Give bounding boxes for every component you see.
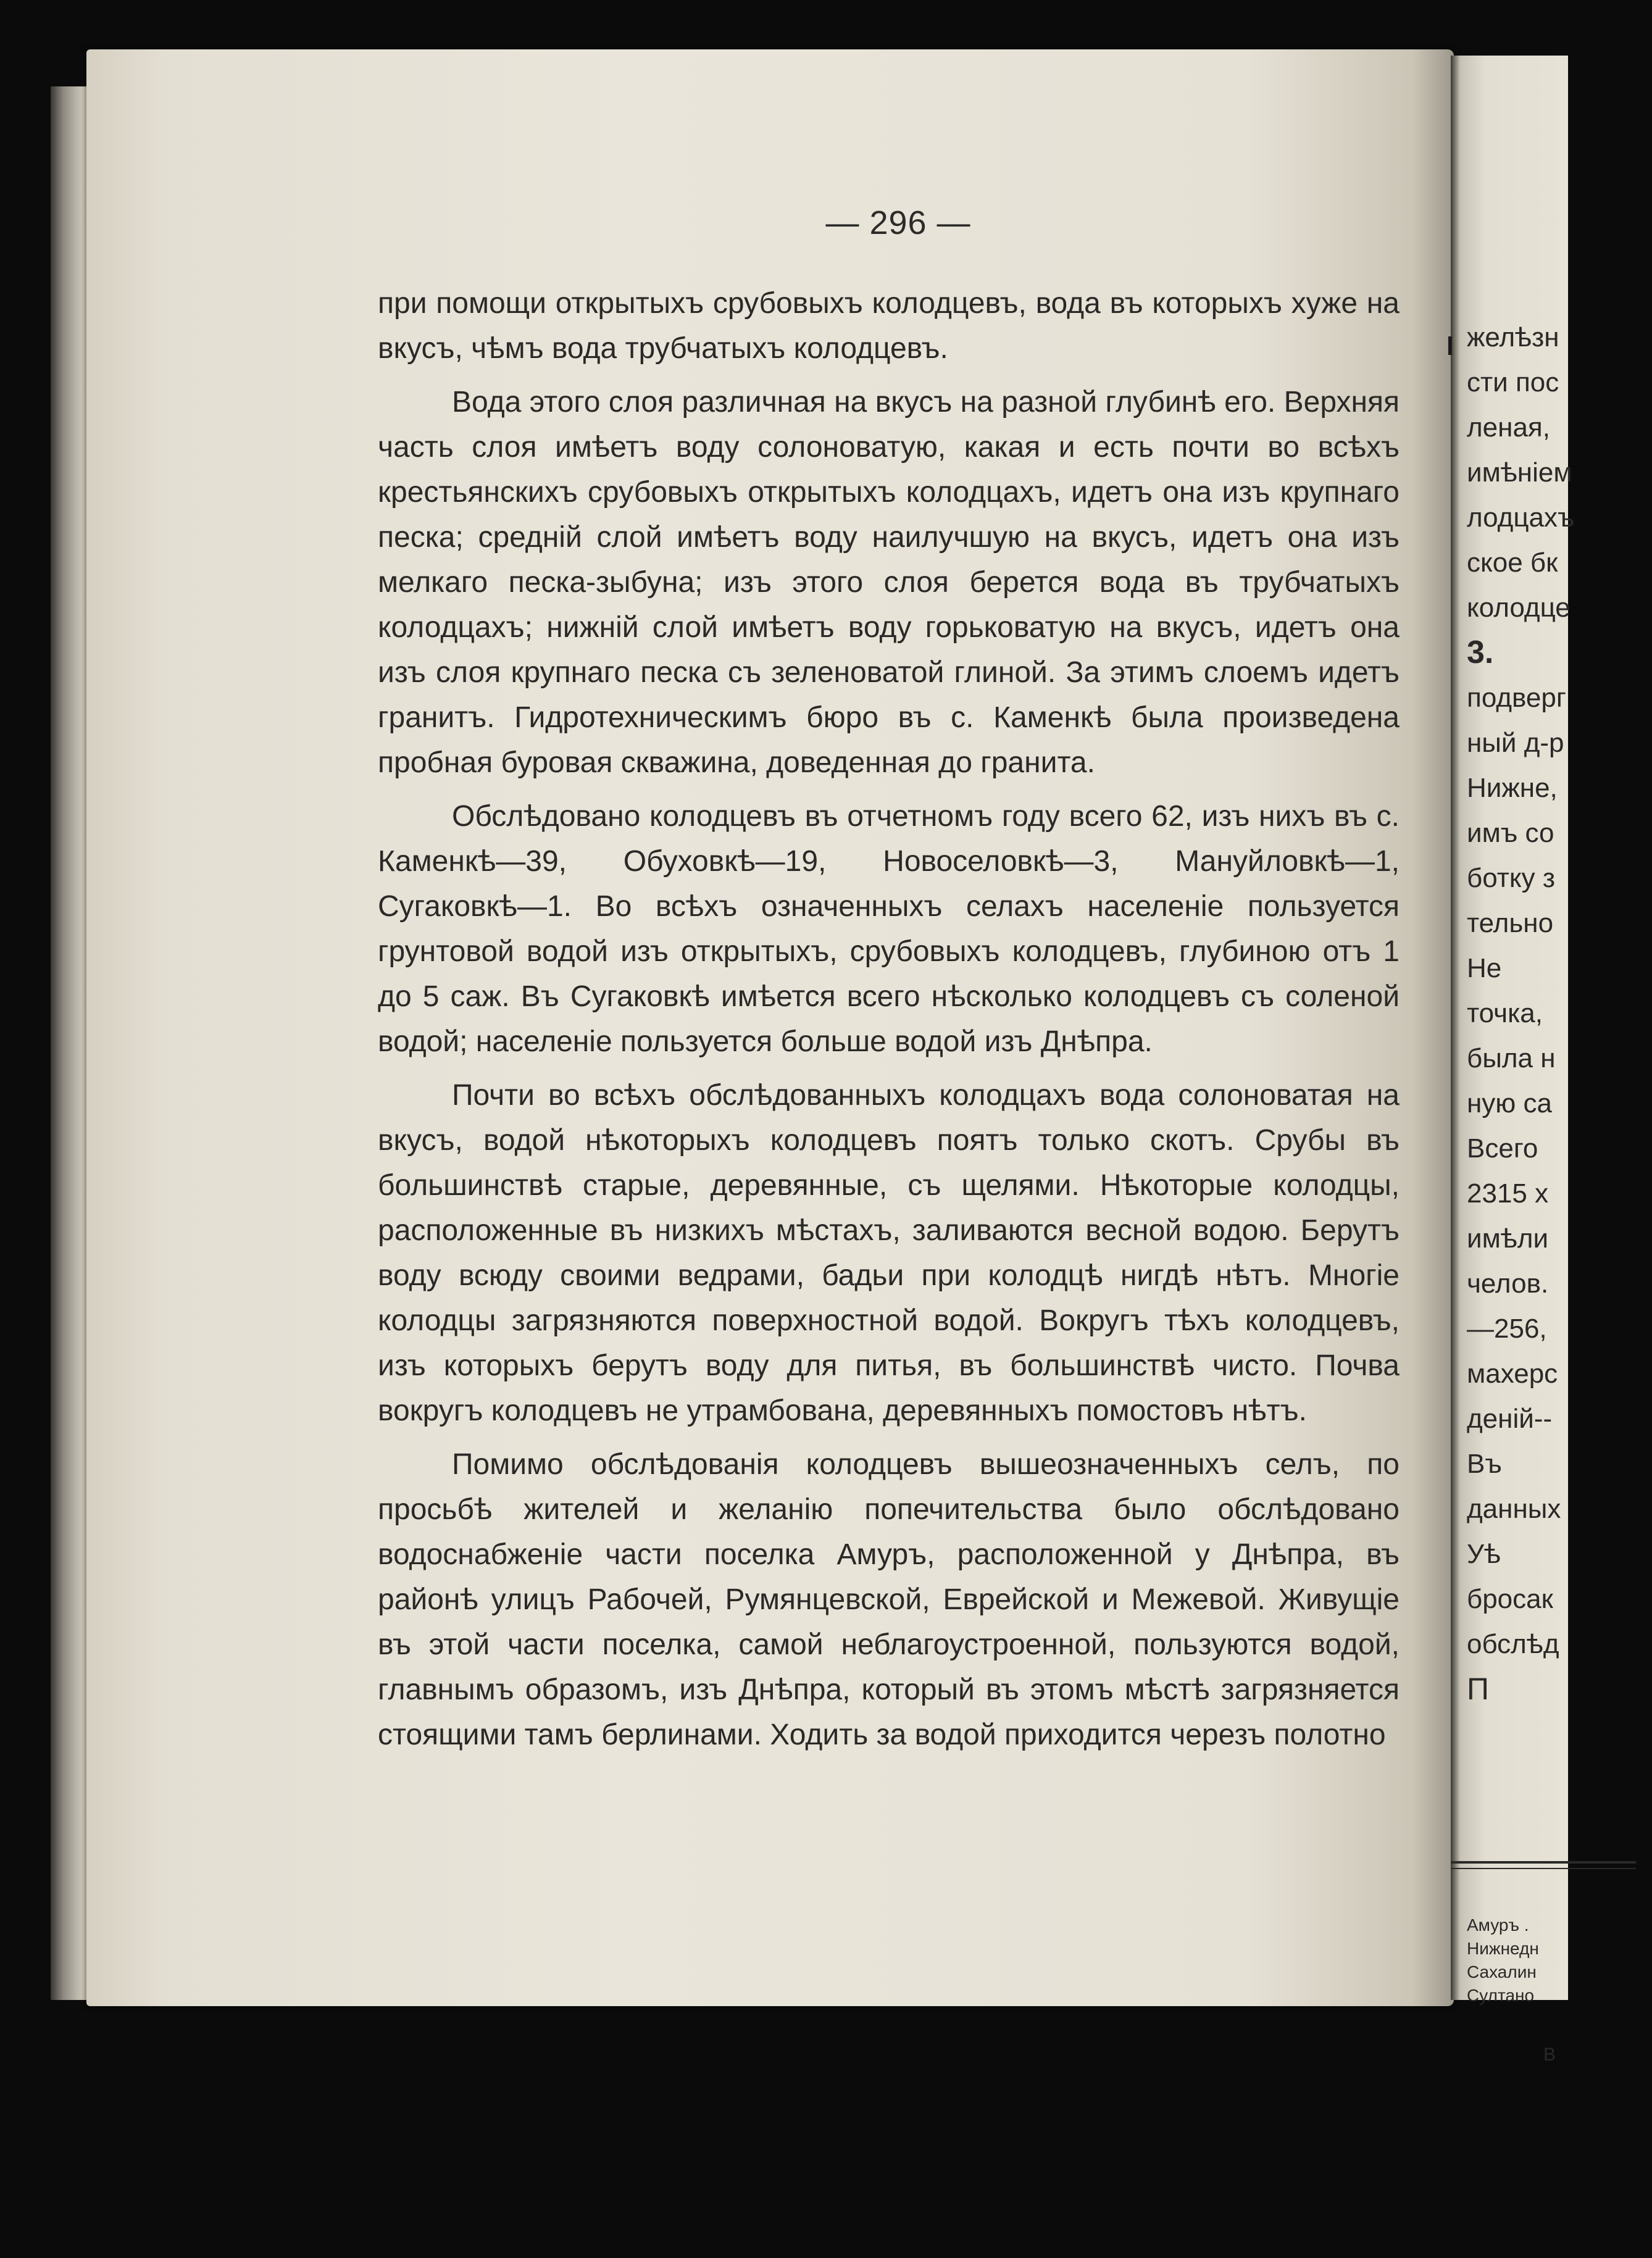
table-row: Султано bbox=[1467, 1986, 1535, 2005]
right-page-line: тельно bbox=[1467, 908, 1554, 938]
right-page-line: точка, bbox=[1467, 998, 1543, 1028]
right-page-line: была н bbox=[1467, 1043, 1556, 1073]
right-page-line: Нижне, bbox=[1467, 773, 1558, 803]
table-rule bbox=[1451, 1861, 1636, 1864]
right-page-line: сти пос bbox=[1467, 367, 1559, 398]
right-page-line: бросак bbox=[1467, 1584, 1553, 1614]
right-page-line: Всего bbox=[1467, 1133, 1538, 1164]
right-page-line: леная, bbox=[1467, 412, 1550, 443]
right-page-line: 2315 х bbox=[1467, 1178, 1549, 1209]
right-page-line: желѣзн bbox=[1467, 322, 1559, 352]
table-row: Нижнедн bbox=[1467, 1939, 1539, 1958]
right-page-line: 3. bbox=[1467, 635, 1494, 670]
table-rule-thin bbox=[1451, 1868, 1636, 1869]
main-text-block bbox=[378, 281, 1400, 1766]
right-page-line: обслѣд bbox=[1467, 1629, 1559, 1659]
page-number: — 296 — bbox=[825, 204, 971, 241]
right-page-footer: В bbox=[1543, 2044, 1556, 2065]
table-row: Амуръ . bbox=[1467, 1915, 1529, 1935]
right-page-line: —256, bbox=[1467, 1314, 1547, 1344]
right-page-text bbox=[1467, 315, 1652, 1712]
right-page-fragment bbox=[1451, 56, 1575, 2065]
paragraph-3: Обслѣдовано колодцевъ въ отчетномъ году всего 62, изъ нихъ въ с. Каменкѣ—39, Обуховкѣ—19, Новоселовкѣ—3, Мануйловкѣ—1, Сугаковкѣ—1. Во всѣхъ означенныхъ селахъ населеніе пользуется грунтовой водой изъ открытыхъ, срубовыхъ колодцевъ, глубиною отъ 1 до 5 саж. Въ Сугаковкѣ имѣется всего нѣсколько колодцевъ съ соленой водой; населеніе пользуется больше водой изъ Днѣпра. bbox=[378, 800, 1400, 1058]
right-page-line: Въ bbox=[1467, 1449, 1502, 1479]
right-page-line: махерс bbox=[1467, 1359, 1558, 1389]
paragraph-1: при помощи открытыхъ срубовыхъ колодцевъ, вода въ которыхъ хуже на вкусъ, чѣмъ вода трубчатыхъ колодцевъ. bbox=[378, 287, 1400, 365]
right-page-line: П bbox=[1467, 1672, 1489, 1706]
right-page-line: данных bbox=[1467, 1494, 1561, 1524]
paragraph-5: Помимо обслѣдованія колодцевъ вышеозначенныхъ селъ, по просьбѣ жителей и желанію попечительства было обслѣдовано водоснабженіе части поселка Амуръ, расположенной у Днѣпра, въ районѣ улицъ Рабочей, Румянцевской, Еврейской и Межевой. Живущіе въ этой части поселка, самой неблагоустроенной, пользуются водой, главнымъ образомъ, изъ Днѣпра, который въ этомъ мѣстѣ загрязняется стоящими тамъ берлинами. Ходить за водой приходится черезъ полотно bbox=[378, 1448, 1400, 1751]
right-page-line: ботку з bbox=[1467, 863, 1555, 893]
right-page-line: подверг bbox=[1467, 683, 1566, 713]
right-page-line: Не bbox=[1467, 953, 1502, 983]
margin-mark bbox=[1448, 336, 1452, 355]
right-page-line: имѣніем bbox=[1467, 457, 1572, 488]
right-page-table bbox=[1467, 1914, 1539, 2007]
right-page-line: ный д-р bbox=[1467, 728, 1564, 758]
right-page-line: имъ со bbox=[1467, 818, 1554, 848]
right-page-line: имѣли bbox=[1467, 1223, 1549, 1254]
paragraph-2: Вода этого слоя различная на вкусъ на разной глубинѣ его. Верхняя часть слоя имѣетъ воду солоноватую, какая и есть почти во всѣхъ крестьянскихъ срубовыхъ открытыхъ колодцахъ, идетъ она изъ крупнаго песка; средній слой имѣетъ воду наилучшую на вкусъ, идетъ она изъ мелкаго песка-зыбуна; изъ этого слоя берется вода въ трубчатыхъ колодцахъ; нижній слой имѣетъ воду горьковатую на вкусъ, идетъ она изъ слоя крупнаго песка съ зеленоватой глиной. За этимъ слоемъ идетъ гранитъ. Гидротехническимъ бюро въ с. Каменкѣ была произведена пробная буровая скважина, доведенная до гранита. bbox=[378, 386, 1400, 779]
right-page-line: челов. bbox=[1467, 1269, 1549, 1299]
table-row: Сахалин bbox=[1467, 1962, 1537, 1981]
paragraph-4: Почти во всѣхъ обслѣдованныхъ колодцахъ вода солоноватая на вкусъ, водой нѣкоторыхъ колодцевъ поятъ только скотъ. Срубы въ большинствѣ старые, деревянные, съ щелями. Нѣкоторые колодцы, расположенные въ низкихъ мѣстахъ, заливаются весной водою. Берутъ воду всюду своими ведрами, бадьи при колодцѣ нигдѣ нѣтъ. Многіе колодцы загрязняются поверхностной водой. Вокругъ тѣхъ колодцевъ, изъ которыхъ берутъ воду для питья, въ большинствѣ чисто. Почва вокругъ колодцевъ не утрамбована, деревянныхъ помостовъ нѣтъ. bbox=[378, 1079, 1400, 1427]
right-page-line: колодце bbox=[1467, 593, 1571, 623]
right-page-line: ную са bbox=[1467, 1088, 1552, 1119]
right-page-line: Уѣ bbox=[1467, 1539, 1501, 1569]
right-page-line: деній-- bbox=[1467, 1404, 1553, 1434]
right-page-line: ское бк bbox=[1467, 548, 1558, 578]
right-page-line: лодцахъ bbox=[1467, 502, 1575, 533]
